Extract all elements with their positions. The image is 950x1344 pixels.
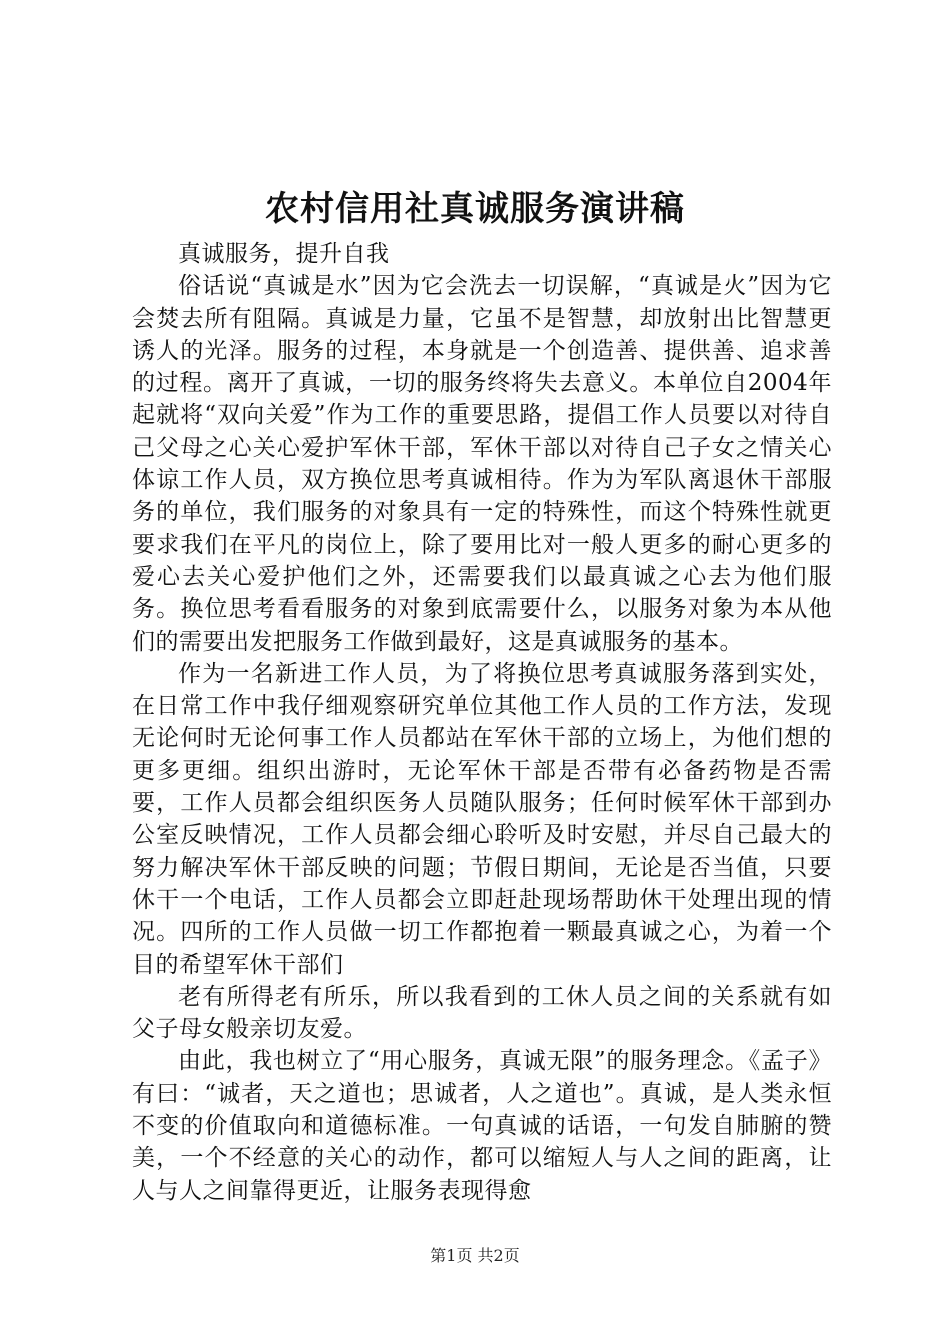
document-title: 农村信用社真诚服务演讲稿 (265, 189, 685, 229)
document-subtitle: 真诚服务，提升自我 (178, 241, 390, 267)
paragraph-2: 作为一名新进工作人员，为了将换位思考真诚服务落到实处，在日常工作中我仔细观察研究单位其他工作人员的工作方法，发现无论何时无论何事工作人员都站在军休干部的立场上，为他们想的更多更细。组织出游时，无论军休干部是否带有必备药物是否需要，工作人员都会组织医务人员随队服务；任何时候军休干部到办公室反映情况，工作人员都会细心聆听及时安慰，并尽自己最大的努力解决军休干部反映的问题；节假日期间，无论是否当值，只要休干一个电话，工作人员都会立即赶赴现场帮助休干处理出现的情况。四所的工作人员做一切工作都抱着一颗最真诚之心，为着一个目的希望军休干部们 (132, 660, 832, 978)
paragraph-4: 由此，我也树立了“用心服务，真诚无限”的服务理念。《孟子》有曰：“诚者，天之道也；思诚者，人之道也”。真诚，是人类永恒不变的价值取向和道德标准。一句真诚的话语，一句发自肺腑的赞美，一个不经意的关心的动作，都可以缩短人与人之间的距离，让人与人之间靠得更近，让服务表现得愈 (132, 1048, 832, 1204)
document-body (132, 238, 832, 1207)
page-footer: 第1页 共2页 (430, 1246, 520, 1265)
paragraph-3: 老有所得老有所乐，所以我看到的工休人员之间的关系就有如父子母女般亲切友爱。 (132, 983, 832, 1043)
paragraph-1: 俗话说“真诚是水”因为它会洗去一切误解，“真诚是火”因为它会焚去所有阻隔。真诚是力量，它虽不是智慧，却放射出比智慧更诱人的光泽。服务的过程，本身就是一个创造善、提供善、追求善的过程。离开了真诚，一切的服务终将失去意义。本单位自2004年起就将“双向关爱”作为工作的重要思路，提倡工作人员要以对待自己父母之心关心爱护军休干部，军休干部以对待自己子女之情关心体谅工作人员，双方换位思考真诚相待。作为为军队离退休干部服务的单位，我们服务的对象具有一定的特殊性，而这个特殊性就更要求我们在平凡的岗位上，除了要用比对一般人更多的耐心更多的爱心去关心爱护他们之外，还需要我们以最真诚之心去为他们服务。换位思考看看服务的对象到底需要什么，以服务对象为本从他们的需要出发把服务工作做到最好，这是真诚服务的基本。 (132, 273, 832, 655)
